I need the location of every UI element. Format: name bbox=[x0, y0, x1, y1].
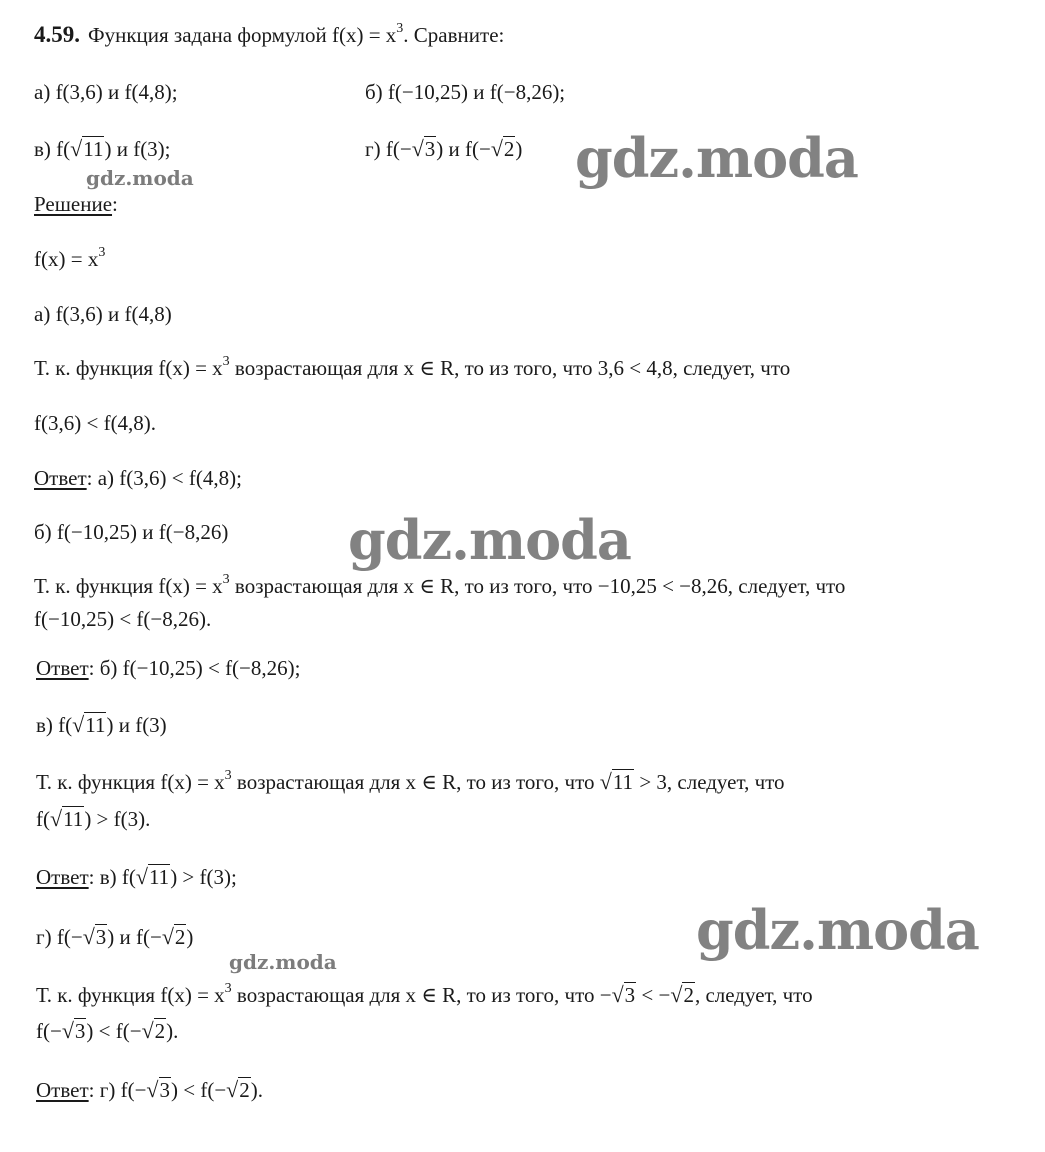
watermark-logo: gdz.moda bbox=[229, 950, 337, 974]
part-g-reasoning: Т. к. функция $f(x) = x^3$ возрастающая для x ∈ R, то из того, что −√3 < −√2, следует, что bbox=[36, 981, 813, 1007]
sqrt-expression: √11 bbox=[135, 864, 170, 889]
part-b-answer: Ответ: б) f(−10,25) < f(−8,26); bbox=[36, 656, 301, 680]
part-v-heading: в) f(√11) и f(3) bbox=[36, 712, 167, 737]
task-statement: 4.59. Функция задана формулой $f(x) = x^3$. Сравните: bbox=[34, 21, 505, 47]
function-formula: $f(x) = x^3$ bbox=[34, 245, 106, 271]
part-a-answer: Ответ: а) f(3,6) < f(4,8); bbox=[34, 466, 242, 490]
part-g-result: f(−√3) < f(−√2). bbox=[36, 1018, 179, 1043]
watermark-logo: gdz.moda bbox=[696, 898, 979, 962]
part-b-result: f(−10,25) < f(−8,26). bbox=[34, 607, 212, 631]
task-item-a: а) f(3,6) и f(4,8); bbox=[34, 80, 178, 104]
sqrt-expression: √11 bbox=[70, 136, 104, 161]
part-a-result: f(3,6) < f(4,8). bbox=[34, 411, 157, 435]
sqrt-expression: √11 bbox=[599, 769, 634, 794]
sqrt-expression: √11 bbox=[50, 806, 84, 831]
sqrt-expression: √2 bbox=[226, 1077, 250, 1102]
sqrt-expression: √2 bbox=[141, 1018, 166, 1043]
part-b-heading: б) f(−10,25) и f(−8,26) bbox=[34, 520, 229, 544]
part-g-answer: Ответ: г) f(−√3) < f(−√2). bbox=[36, 1077, 263, 1102]
sqrt-expression: √2 bbox=[490, 136, 515, 161]
part-v-answer: Ответ: в) f(√11) > f(3); bbox=[36, 864, 237, 889]
part-g-heading: г) f(−√3) и f(−√2) bbox=[36, 924, 194, 949]
part-a-heading: а) f(3,6) и f(4,8) bbox=[34, 302, 172, 326]
watermark-logo: gdz.moda bbox=[575, 126, 858, 190]
task-item-v: в) f(√11) и f(3); bbox=[34, 136, 171, 161]
sqrt-expression: √3 bbox=[146, 1077, 170, 1102]
part-v-result: f(√11) > f(3). bbox=[36, 806, 151, 831]
watermark-logo: gdz.moda bbox=[86, 166, 194, 190]
part-a-reasoning: Т. к. функция $f(x) = x^3$ возрастающая для x ∈ R, то из того, что 3,6 < 4,8, следует, что bbox=[34, 354, 791, 380]
solution-heading: Решение: bbox=[34, 192, 118, 216]
watermark-logo: gdz.moda bbox=[348, 508, 631, 572]
sqrt-expression: √2 bbox=[670, 982, 694, 1007]
part-v-reasoning: Т. к. функция $f(x) = x^3$ возрастающая для x ∈ R, то из того, что √11 > 3, следует, что bbox=[36, 768, 785, 794]
sqrt-expression: √11 bbox=[72, 712, 106, 737]
sqrt-expression: √3 bbox=[611, 982, 636, 1007]
task-number: 4.59. bbox=[34, 22, 80, 47]
sqrt-expression: √2 bbox=[161, 924, 186, 949]
part-b-reasoning: Т. к. функция $f(x) = x^3$ возрастающая для x ∈ R, то из того, что −10,25 < −8,26, следует, что bbox=[34, 572, 846, 598]
sqrt-expression: √3 bbox=[61, 1018, 86, 1043]
sqrt-expression: √3 bbox=[411, 136, 436, 161]
sqrt-expression: √3 bbox=[82, 924, 107, 949]
task-item-g: г) f(−√3) и f(−√2) bbox=[365, 136, 523, 161]
task-item-b: б) f(−10,25) и f(−8,26); bbox=[365, 80, 566, 104]
